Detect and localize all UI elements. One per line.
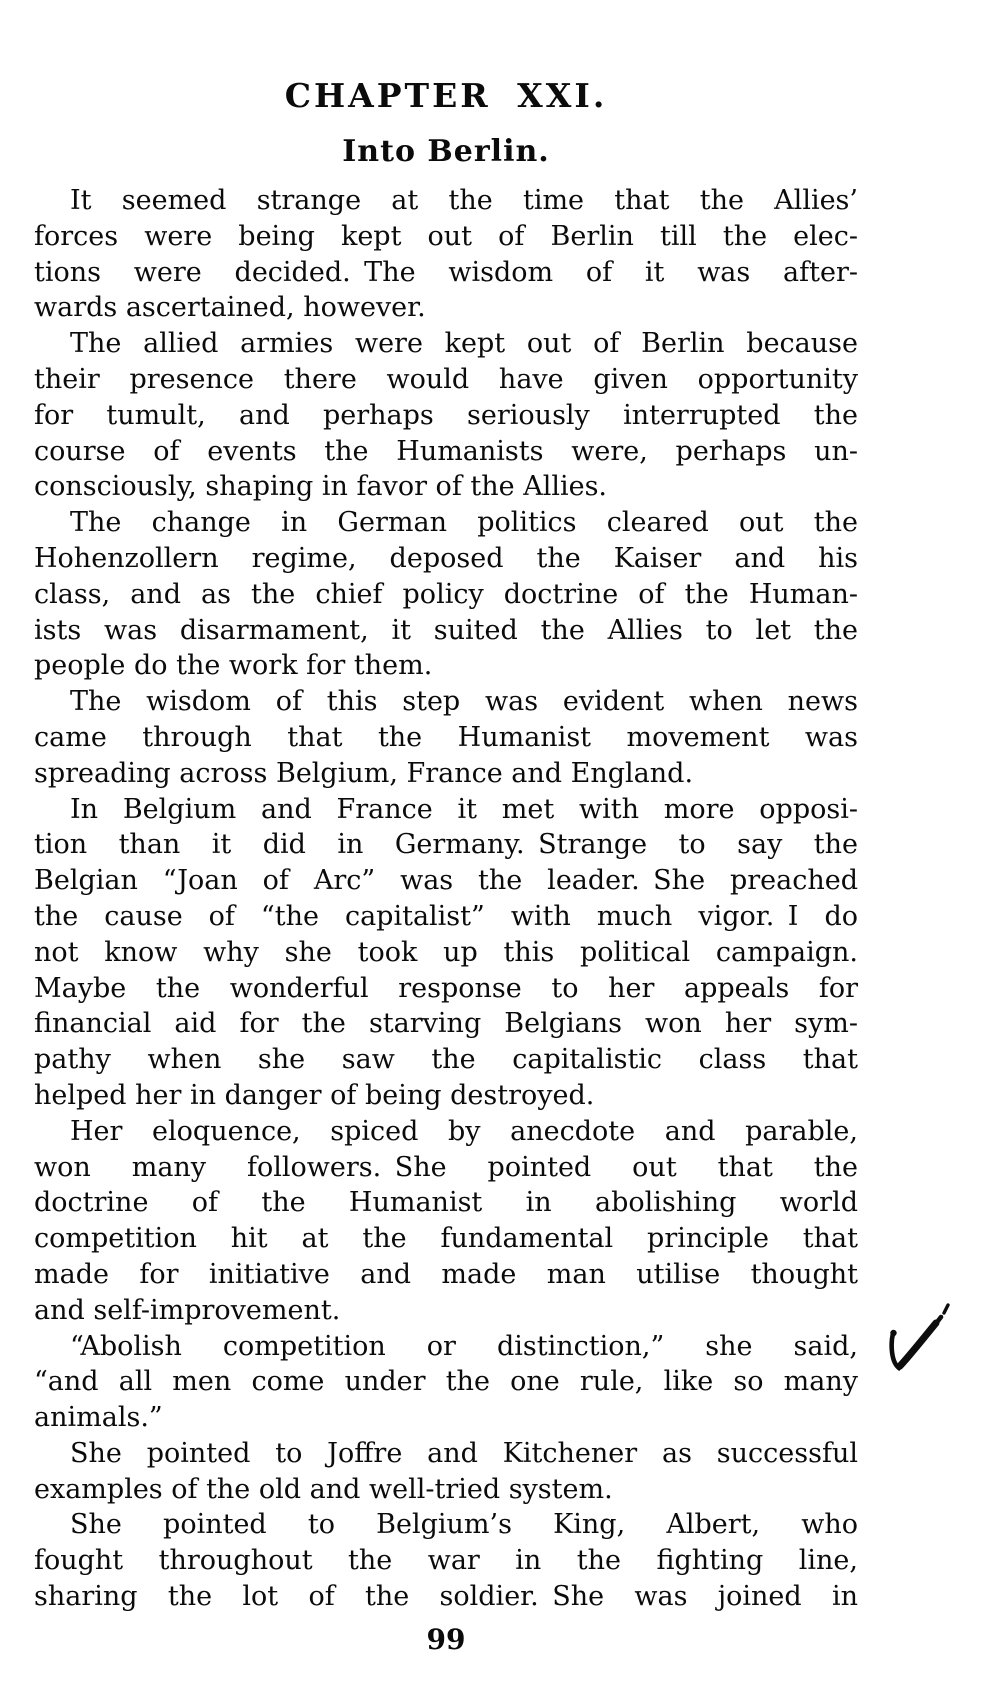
text-line: She pointed to Joffre and Kitchener as successful (70, 1437, 858, 1469)
text-line: course of events the Humanists were, perhaps un- (34, 435, 858, 467)
checkmark-icon (858, 1283, 958, 1383)
paragraph (34, 792, 858, 1114)
text-line: pathy when she saw the capitalistic class that (34, 1044, 858, 1076)
text-line: not know why she took up this political campaign. (34, 936, 858, 968)
text-line: competition hit at the fundamental principle that (34, 1223, 858, 1255)
text-line: financial aid for the starving Belgians won her sym- (34, 1008, 858, 1040)
text-line: Hohenzollern regime, deposed the Kaiser and his (34, 542, 858, 574)
paragraph (34, 1507, 858, 1614)
text-line: The allied armies were kept out of Berlin because (70, 328, 858, 360)
text-line: helped her in danger of being destroyed. (34, 1079, 595, 1111)
paragraph (34, 1436, 858, 1508)
text-line: animals.” (34, 1402, 163, 1434)
paragraph (34, 1329, 858, 1436)
text-line: tions were decided. The wisdom of it was after- (34, 256, 858, 288)
text-line: spreading across Belgium, France and England. (34, 757, 694, 789)
text-line: people do the work for them. (34, 650, 433, 682)
text-line: ists was disarmament, it suited the Allies to let the (34, 614, 858, 646)
text-line: made for initiative and made man utilise thought (34, 1258, 858, 1290)
text-line: “Abolish competition or distinction,” she said, (70, 1330, 858, 1362)
text-line: and self-improvement. (34, 1294, 341, 1326)
paragraph (34, 1114, 858, 1329)
text-line: In Belgium and France it met with more opposi- (70, 793, 858, 825)
text-line: the cause of “the capitalist” with much vigor. I do (34, 900, 858, 932)
text-line: It seemed strange at the time that the Allies’ (70, 185, 858, 216)
page-body (34, 183, 858, 1615)
text-line: forces were being kept out of Berlin till the elec- (34, 220, 858, 252)
text-line: The wisdom of this step was evident when news (70, 686, 858, 718)
text-line: doctrine of the Humanist in abolishing world (34, 1187, 858, 1219)
page-number: 99 (426, 1622, 466, 1656)
section-heading: Into Berlin. (342, 134, 550, 169)
text-line: consciously, shaping in favor of the Allies. (34, 471, 608, 503)
text-line: for tumult, and perhaps seriously interrupted the (34, 399, 858, 431)
text-line: came through that the Humanist movement was (34, 721, 858, 753)
text-line: tion than it did in Germany. Strange to say the (34, 829, 858, 861)
chapter-heading: CHAPTER XXI. (284, 76, 608, 115)
text-line: fought throughout the war in the fighting line, (34, 1545, 858, 1577)
text-line: “and all men come under the one rule, like so many (34, 1366, 858, 1398)
text-line: class, and as the chief policy doctrine of the Human- (34, 578, 858, 610)
text-line: The change in German politics cleared out the (70, 507, 858, 539)
paragraph (34, 183, 858, 326)
text-line: Belgian “Joan of Arc” was the leader. She preached (34, 865, 858, 897)
page-content (34, 0, 858, 1657)
text-line: their presence there would have given opportunity (34, 363, 858, 395)
text-line: Her eloquence, spiced by anecdote and parable, (70, 1115, 858, 1147)
text-line: wards ascertained, however. (34, 292, 426, 324)
text-line: Maybe the wonderful response to her appeals for (34, 972, 858, 1004)
text-line: sharing the lot of the soldier. She was joined in (34, 1581, 858, 1613)
paragraph (34, 326, 858, 505)
paragraph (34, 684, 858, 791)
paragraph (34, 505, 858, 684)
text-line: She pointed to Belgium’s King, Albert, who (70, 1509, 858, 1541)
text-line: won many followers. She pointed out that the (34, 1151, 858, 1183)
text-line: examples of the old and well-tried system. (34, 1473, 613, 1505)
